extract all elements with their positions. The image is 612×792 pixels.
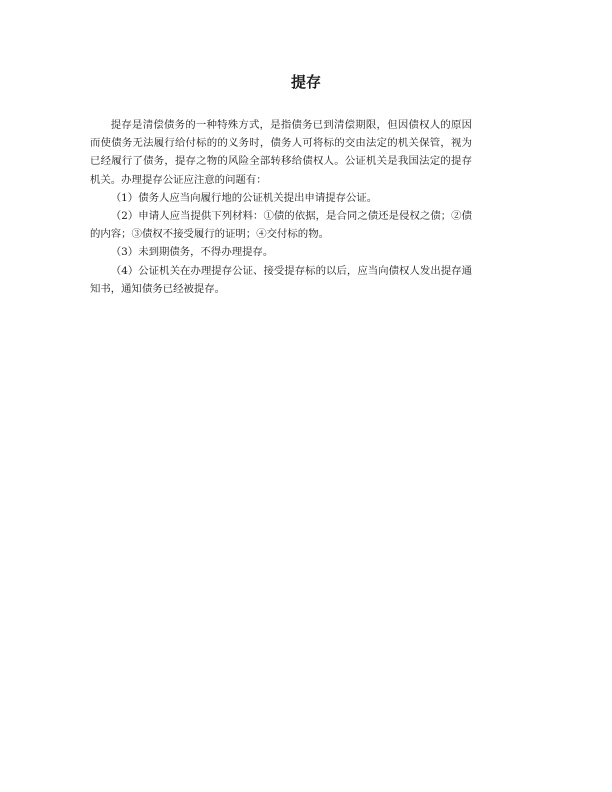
document-body	[90, 116, 472, 298]
document-title: 提存	[290, 73, 321, 91]
list-item-4: （4）公证机关在办理提存公证、接受提存标的以后，应当向债权人发出提存通知书，通知债务已经被提存。	[90, 264, 472, 295]
list-item-2: （2）申请人应当提供下列材料：①债的依据，是合同之债还是侵权之债；②债的内容；③债权不接受履行的证明；④交付标的物。	[90, 210, 472, 241]
intro-paragraph: 提存是清偿债务的一种特殊方式，是指债务已到清偿期限，但因债权人的原因而使债务无法履行给付标的的义务时，债务人可将标的交由法定的机关保管，视为已经履行了债务，提存之物的风险全部转移给债权人。公证机关是我国法定的提存机关。办理提存公证应注意的问题有：	[90, 119, 472, 186]
list-item-1: （1）债务人应当向履行地的公证机关提出申请提存公证。	[110, 191, 378, 204]
list-item-3: （3）未到期债务，不得办理提存。	[110, 246, 274, 259]
